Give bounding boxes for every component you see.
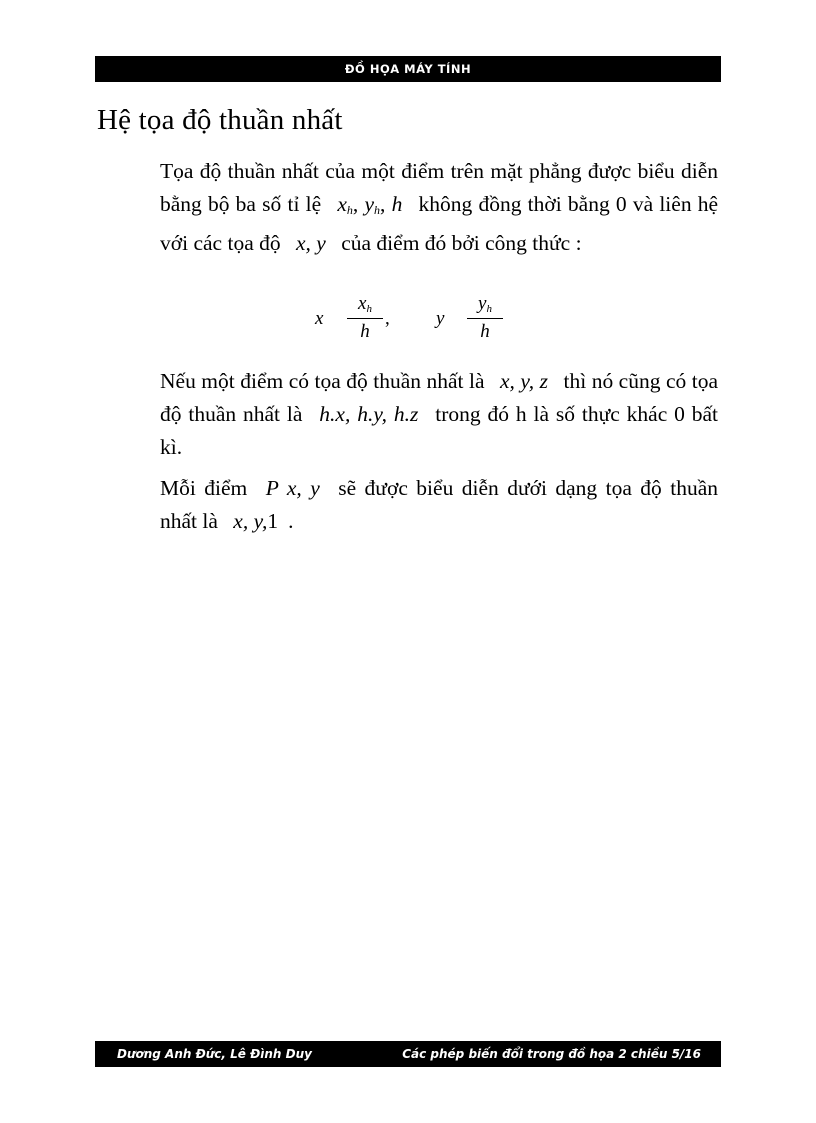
formula-y-numerator xyxy=(465,292,505,316)
footer-authors: Dương Anh Đức, Lê Đình Duy xyxy=(117,1047,312,1061)
header-title: ĐỒ HỌA MÁY TÍNH xyxy=(344,62,472,76)
formula-y-denominator: h xyxy=(480,321,490,343)
math-sub-h: h xyxy=(374,203,380,217)
math-xy1 xyxy=(223,509,288,533)
p3-text-c: . xyxy=(288,509,294,533)
math-xh-yh-h xyxy=(327,192,412,216)
paragraph-homogeneous-definition xyxy=(160,155,718,260)
math-sep: , xyxy=(380,192,386,216)
math-hx-hy-hz: h.x, h.y, h.z xyxy=(319,402,419,426)
formula-y-var: y xyxy=(436,308,445,329)
math-p-xy: P x, y xyxy=(265,476,320,500)
formula-y-num-sub: h xyxy=(486,303,492,315)
math-xyz: x, y, z xyxy=(500,369,549,393)
math-xy1-vars: x, y, xyxy=(233,509,268,533)
formula-x-denominator: h xyxy=(360,321,370,343)
formula-x-num-sub: h xyxy=(366,303,372,315)
formula-comma: , xyxy=(385,308,390,329)
math-xy: x, y xyxy=(296,231,326,255)
page-footer xyxy=(95,1041,721,1067)
formula-x-num: x xyxy=(358,293,367,314)
paragraph-scaling-equivalence xyxy=(160,365,718,464)
display-formula xyxy=(310,292,530,352)
p3-text-a: Mỗi điểm xyxy=(160,476,248,500)
formula-x-numerator xyxy=(345,292,385,316)
page-header xyxy=(95,56,721,82)
p2-text-a: Nếu một điểm có tọa độ thuần nhất là xyxy=(160,369,485,393)
formula-x-fraction xyxy=(345,292,385,345)
p1-text-c: của điểm đó bởi công thức : xyxy=(341,231,582,255)
p2-text-c: trong đó h là số thực khác 0 bất kì. xyxy=(160,402,718,459)
math-x: x xyxy=(337,192,347,216)
p1-text-a: Tọa độ thuần nhất của một điểm trên mặt phẳng được biểu diễn bằng bộ ba số tỉ lệ xyxy=(160,159,718,216)
formula-y-num: y xyxy=(478,293,487,314)
math-h: h xyxy=(391,192,403,216)
formula-y-fraction xyxy=(465,292,505,345)
footer-subject-page: Các phép biến đổi trong đồ họa 2 chiều 5/16 xyxy=(402,1047,701,1061)
math-sub-h: h xyxy=(346,203,353,217)
p2-text-b: thì nó cũng có tọa độ thuần nhất là xyxy=(160,369,719,426)
section-title: Hệ tọa độ thuần nhất xyxy=(97,104,343,136)
formula-x-var: x xyxy=(315,308,324,329)
math-y: y xyxy=(364,192,374,216)
p3-text-b: sẽ được biểu diễn dưới dạng tọa độ thuần nhất là xyxy=(160,476,718,533)
paragraph-point-representation xyxy=(160,472,718,538)
math-sep: , xyxy=(352,192,359,216)
math-xy1-one: 1 xyxy=(267,509,279,533)
p1-text-b: không đồng thời bằng 0 và liên hệ với các tọa độ xyxy=(160,192,719,255)
